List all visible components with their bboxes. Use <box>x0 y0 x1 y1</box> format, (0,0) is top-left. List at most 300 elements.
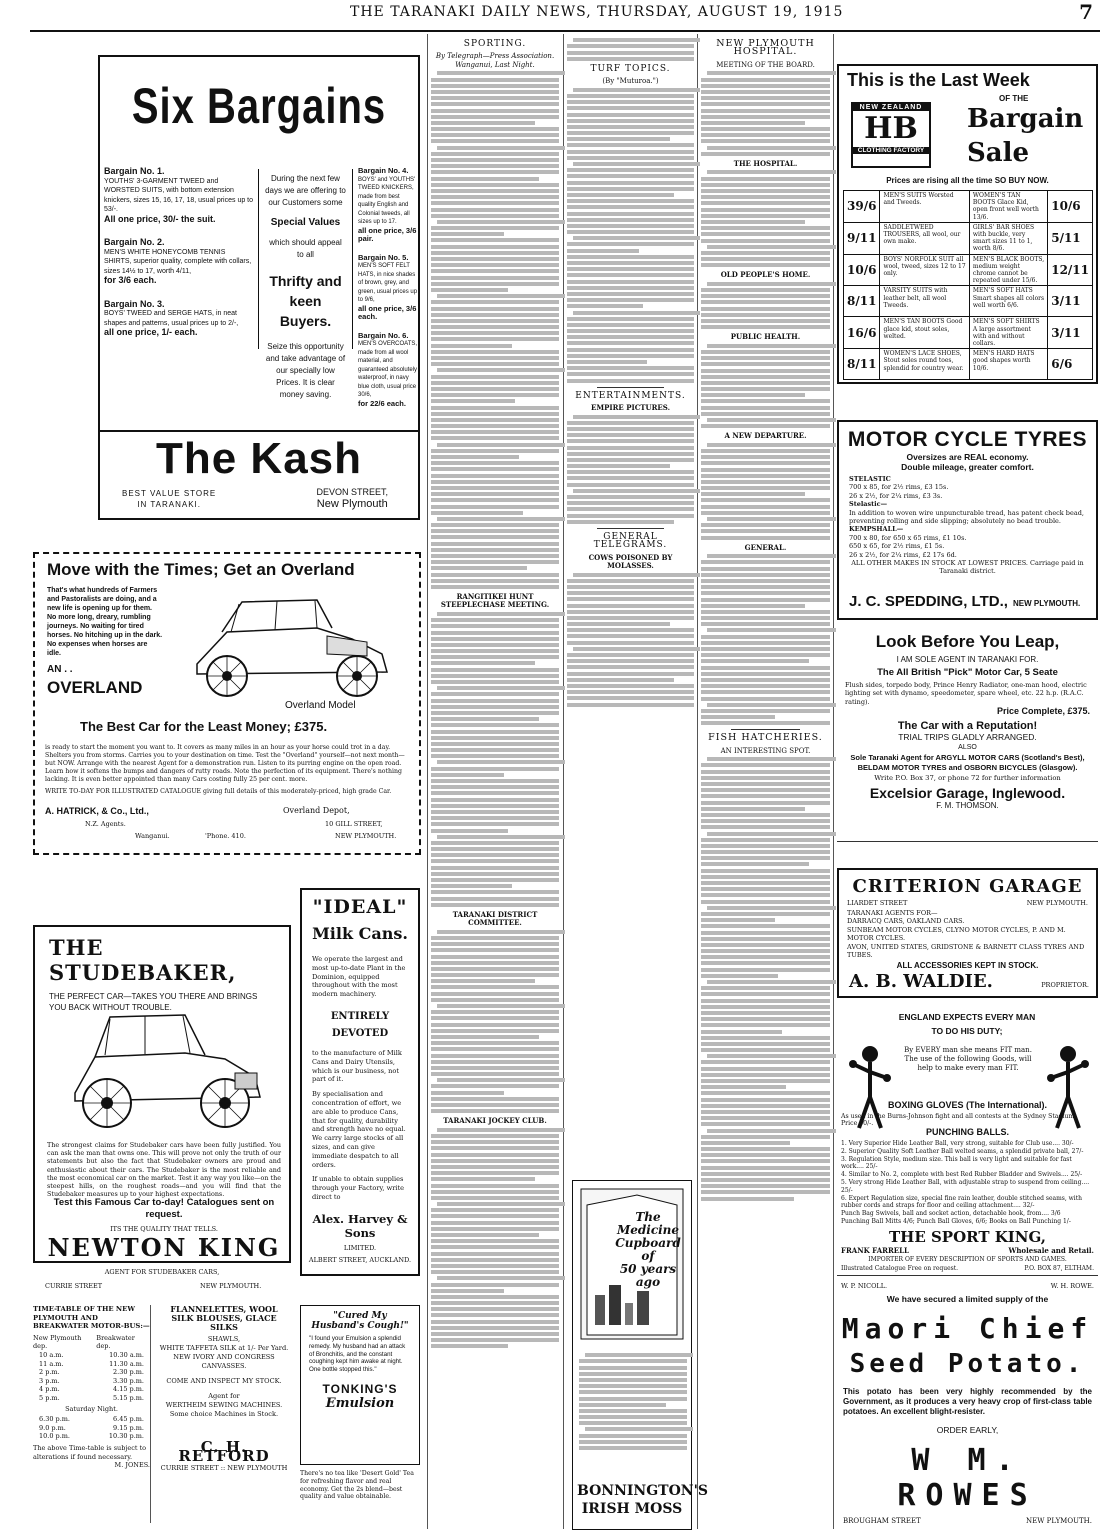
flannelettes-addr: CURRIE STREET :: NEW PLYMOUTH <box>160 1464 288 1472</box>
fish-head: FISH HATCHERIES. <box>708 732 823 744</box>
criterion-agents <box>847 909 1088 959</box>
text-line <box>701 1184 830 1188</box>
text-line <box>431 1214 559 1218</box>
text-line <box>437 294 565 298</box>
text-line <box>437 146 565 150</box>
text-line <box>701 195 830 199</box>
overland-phone: 'Phone. 410. <box>205 832 246 840</box>
text-line <box>431 1227 559 1231</box>
text-line <box>431 480 559 484</box>
text-line <box>431 158 559 162</box>
text-line <box>707 1054 836 1058</box>
text-line <box>431 102 559 106</box>
text-line <box>701 999 830 1003</box>
text-line <box>701 468 830 472</box>
excelsior-body: Flush sides, torpedo body, Prince Henry Radiator, one-man hood, electric lighting set with dynamo, speedometer, spare wheel, etc. 22 h.p. (R.A.C. rating). <box>845 681 1087 706</box>
turf-text <box>567 88 694 383</box>
text-line <box>431 1097 559 1101</box>
text-line <box>431 967 559 971</box>
sportking-gloves: BOXING GLOVES (The International). <box>887 1100 1047 1110</box>
text-line <box>707 517 836 521</box>
hb-bargain: Bargain <box>967 104 1084 134</box>
timetable-col-headers <box>33 1334 150 1351</box>
text-line <box>701 949 830 953</box>
text-line <box>567 433 694 437</box>
text-line <box>701 887 830 891</box>
text-line <box>567 501 694 505</box>
tea-notice: There's no tea like 'Desert Gold' Tea for refreshing flavor and real economy. Get the 2s blend—best quality and value obtainable. <box>300 1470 414 1501</box>
criterion-prop: PROPRIETOR. <box>1041 981 1089 989</box>
text-line <box>431 467 559 471</box>
text-line <box>701 1079 830 1083</box>
text-line <box>701 474 830 478</box>
text-line <box>701 801 830 805</box>
mid-text: Seize this opportunity and take advantage of our specially low Prices. It is clear money saving. <box>265 342 346 399</box>
text-line <box>701 127 830 131</box>
empire-text <box>567 415 694 524</box>
text-line <box>431 511 523 515</box>
text-line <box>701 635 830 639</box>
text-line <box>701 511 830 515</box>
text-line <box>431 785 559 789</box>
text-line <box>567 678 674 682</box>
mid-thrifty: Thrifty and keen Buyers. <box>269 273 342 329</box>
criterion-head: CRITERION GARAGE <box>852 876 1083 897</box>
text-line <box>431 282 559 286</box>
text-line <box>701 924 830 928</box>
text-line <box>431 461 559 465</box>
rangitikei-text <box>431 612 559 907</box>
maori-order: ORDER EARLY, <box>936 1425 999 1435</box>
text-line <box>567 653 694 657</box>
text-line <box>431 779 559 783</box>
text-line <box>431 1177 535 1181</box>
hb-sale: Sale <box>967 138 1030 168</box>
tyres-head: MOTOR CYCLE TYRES <box>847 428 1088 451</box>
text-line <box>573 415 700 419</box>
timetable-row <box>33 1424 150 1433</box>
criterion-garage-ad <box>837 868 1098 998</box>
timetable-cell: 6.30 p.m. <box>39 1415 70 1424</box>
text-line <box>431 1295 559 1299</box>
district-committee-head: TARANAKI DISTRICT COMMITTEE. <box>452 909 538 928</box>
jockey-club-head: TARANAKI JOCKEY CLUB. <box>443 1116 547 1126</box>
text-line <box>431 362 559 366</box>
text-line <box>701 678 830 682</box>
text-line <box>701 709 830 713</box>
text-line <box>431 618 559 622</box>
hb-item: BOYS' NORFOLK SUIT all wool, tweed, sizes 12 to 17 only. <box>880 254 969 286</box>
hospital-head: NEW PLYMOUTH HOSPITAL. <box>716 38 815 58</box>
text-line <box>701 1116 830 1120</box>
overland-depot: Overland Depot, <box>283 806 350 815</box>
sportking-item: 3. Regulation Style, medium size. This ball is very light and suitable for fast work.... 25/- <box>841 1155 1072 1171</box>
text-line <box>701 1178 830 1182</box>
timetable-row <box>33 1360 150 1369</box>
text-line <box>431 859 559 863</box>
sportking-england: ENGLAND EXPECTS EVERY MAN TO DO HIS DUTY; <box>898 1012 1036 1036</box>
text-line <box>567 366 694 370</box>
text-line <box>431 170 559 174</box>
text-line <box>701 850 830 854</box>
text-line <box>567 690 694 694</box>
text-line <box>431 566 527 570</box>
text-line <box>567 341 694 345</box>
text-line <box>431 238 559 242</box>
text-line <box>701 819 830 823</box>
excelsior-price: Price Complete, £375. <box>996 706 1090 717</box>
text-line <box>707 832 836 836</box>
hb-item: WOMEN'S TAN BOOTS Glace Kid, open front well worth 13/6. <box>969 191 1047 223</box>
timetable-cell: 5.15 p.m. <box>113 1393 144 1402</box>
text-line <box>431 748 559 752</box>
flannelettes-line: Some choice Machines in Stock. <box>169 1410 279 1418</box>
tyres-line: STELASTIC <box>849 475 891 483</box>
flannelettes-line: COME AND INSPECT MY STOCK. <box>166 1377 282 1385</box>
text-line <box>707 146 836 150</box>
text-line <box>431 498 559 502</box>
overland-best: The Best Car for the Least Money; £375. <box>80 719 328 734</box>
text-line <box>431 288 508 292</box>
maori-street: BROUGHAM STREET <box>843 1517 921 1525</box>
ideal-devoted: DEVOTED <box>331 1027 389 1039</box>
criterion-town: NEW PLYMOUTH. <box>1026 899 1088 907</box>
text-line <box>431 449 559 453</box>
text-line <box>701 109 830 113</box>
text-line <box>707 170 836 174</box>
maori-town: NEW PLYMOUTH. <box>1026 1517 1092 1525</box>
text-line <box>431 276 559 280</box>
sportking-cat: Illustrated Catalogue Free on request. <box>841 1265 959 1272</box>
text-line <box>431 300 559 304</box>
text-line <box>431 257 559 261</box>
text-line <box>701 78 830 82</box>
hb-item: MEN'S BLACK BOOTS, medium weight chrome cannot be repeated under 15/6. <box>969 254 1047 286</box>
text-line <box>431 637 559 641</box>
text-line <box>431 201 559 205</box>
text-line <box>701 313 830 317</box>
cows-head: COWS POISONED BY MOLASSES. <box>588 552 673 570</box>
text-line <box>573 162 700 166</box>
text-line <box>567 372 694 376</box>
tyres-line: 700 x 85, for 2½ rims, £3 15s. <box>849 483 949 492</box>
text-line <box>567 452 694 456</box>
hospital-h3: PUBLIC HEALTH. <box>730 332 801 342</box>
text-line <box>701 1091 830 1095</box>
sport-king-ad <box>837 1006 1098 1276</box>
text-line <box>431 1140 559 1144</box>
text-line <box>431 1047 559 1051</box>
flannelettes-ad <box>158 1305 290 1523</box>
hospital-h2: OLD PEOPLE'S HOME. <box>720 270 811 280</box>
text-line <box>431 492 559 496</box>
text-line <box>567 131 694 135</box>
excelsior-also: ALSO <box>958 744 977 752</box>
maori-rowe: W. H. ROWE. <box>1050 1282 1094 1290</box>
sportking-balls: PUNCHING BALLS. <box>926 1127 1009 1137</box>
text-line <box>567 421 694 425</box>
text-line <box>431 505 559 509</box>
overland-agent-note: N.Z. Agents. <box>85 820 126 828</box>
text-line <box>579 1440 687 1444</box>
ideal-addr: ALBERT STREET, AUCKLAND. <box>308 1255 412 1264</box>
text-line <box>701 684 830 688</box>
bonnington-irish-moss: IRISH MOSS <box>581 1501 683 1517</box>
text-line <box>567 323 694 327</box>
text-line <box>431 139 559 143</box>
text-line <box>431 1301 559 1305</box>
hb-price: 5/11 <box>1048 222 1093 254</box>
tyres-line: ALL OTHER MAKES IN STOCK AT LOWEST PRICES. Carriage paid in Taranaki district. <box>851 559 1084 576</box>
text-line <box>431 325 559 329</box>
bargain-price: for 3/6 each. <box>104 275 157 285</box>
text-line <box>431 730 559 734</box>
flannelettes-head: FLANNELETTES, WOOL SILK BLOUSES, GLACE SILKS <box>170 1304 278 1332</box>
bonnington-line: Cupboard of <box>615 1236 681 1263</box>
text-line <box>701 856 830 860</box>
text-line <box>707 980 836 984</box>
text-line <box>431 804 559 808</box>
text-line <box>707 757 836 761</box>
text-line <box>431 1165 559 1169</box>
text-line <box>579 1403 666 1407</box>
studebaker-body: The strongest claims for Studebaker cars have been fully justified. You can ask the man that owns one. This will prove not only the truth of our statements but also the fact that Studebaker owners are proud and enthusiastic about their cars. The Studebaker is the most reliable and the most economical car on the market. Test it any way you like—on the steepest hills, on the roughest roads—and you will find that the Studebaker measures up to your highest expectations. <box>47 1141 281 1199</box>
hospital-text <box>701 554 830 725</box>
bargain-text: MEN'S SOFT FELT HATS, in nice shades of brown, grey, and green, usual prices up to 9/6, <box>358 263 418 303</box>
text-line <box>701 690 830 694</box>
hb-price: 10/6 <box>1048 191 1093 223</box>
hb-item: MEN'S TAN BOOTS Good glace kid, stout soles, welted. <box>880 317 969 349</box>
mid-special: Special Values <box>270 217 341 228</box>
text-line <box>431 699 559 703</box>
hb-price: 8/11 <box>844 286 880 317</box>
text-line <box>701 560 830 564</box>
text-line <box>431 890 559 894</box>
text-line <box>701 881 830 885</box>
newspaper-header <box>30 2 1100 32</box>
text-line <box>567 665 694 669</box>
criterion-line: SUNBEAM MOTOR CYCLES, CLYNO MOTOR CYCLES, P. AND M. MOTOR CYCLES. <box>847 925 1066 943</box>
timetable-cell: 2.30 p.m. <box>113 1368 144 1377</box>
text-line <box>701 1011 830 1015</box>
text-line <box>701 912 830 916</box>
text-line <box>567 150 694 154</box>
text-line <box>431 853 559 857</box>
masthead-line: THE TARANAKI DAILY NEWS, THURSDAY, AUGUST 19, 1915 <box>350 4 844 20</box>
text-line <box>431 1320 559 1324</box>
text-line <box>707 245 836 249</box>
text-line <box>567 273 694 277</box>
tyres-sub2: Double mileage, greater comfort. <box>901 462 1034 472</box>
overland-agent: A. HATRICK, & Co., Ltd., <box>45 806 149 816</box>
text-line <box>431 841 559 845</box>
timetable-cell: 4 p.m. <box>39 1385 60 1394</box>
text-line <box>431 692 559 696</box>
text-line <box>701 325 830 329</box>
text-line <box>431 1338 559 1342</box>
ad-title: Six Bargains <box>131 79 387 135</box>
text-line <box>567 659 694 663</box>
studebaker-newton-king: NEWTON KING <box>47 1233 281 1262</box>
bargain-right-column <box>358 167 418 408</box>
text-line <box>567 634 694 638</box>
text-line <box>431 798 559 802</box>
bargain-text: MEN'S WHITE HONEYCOMB TENNIS SHIRTS, superior quality, complete with collars, sizes 14½ to 17, worth 4/11, <box>104 248 252 275</box>
hb-price: 3/11 <box>1048 317 1093 349</box>
text-line <box>701 1190 830 1194</box>
text-line <box>573 236 700 240</box>
timetable-row <box>33 1432 150 1441</box>
hb-item: MEN'S SUITS Worsted and Tweeds. <box>880 191 969 223</box>
hb-row <box>844 286 1093 317</box>
general-telegrams-head: GENERAL TELEGRAMS. <box>593 531 668 551</box>
text-line <box>431 232 504 236</box>
text-line <box>567 119 694 123</box>
text-line <box>431 375 559 379</box>
text-line <box>701 393 805 397</box>
text-line <box>431 717 539 721</box>
overland-town: Wanganui. <box>135 832 170 840</box>
text-line <box>431 412 559 416</box>
text-line <box>437 517 565 521</box>
hospital-column <box>701 36 830 1528</box>
text-line <box>701 813 830 817</box>
text-line <box>701 232 830 236</box>
sporting-column <box>431 36 559 1528</box>
overland-ad <box>33 552 421 855</box>
excelsior-write: Write P.O. Box 37, or phone 72 for further information <box>874 774 1061 783</box>
text-line <box>701 1110 830 1114</box>
text-line <box>701 239 830 243</box>
text-line <box>707 418 836 422</box>
timetable-cell: 9.15 p.m. <box>113 1423 144 1432</box>
timetable-col: Breakwater dep. <box>96 1333 135 1351</box>
text-line <box>431 455 519 459</box>
text-line <box>567 199 694 203</box>
excelsior-trial: TRIAL TRIPS GLADLY ARRANGED. <box>898 732 1037 743</box>
text-line <box>431 523 559 527</box>
text-line <box>431 542 559 546</box>
text-line <box>701 641 830 645</box>
text-line <box>701 492 805 496</box>
maori-seed-potato: Seed Potato. <box>849 1349 1086 1379</box>
text-line <box>431 529 559 533</box>
sporting-text <box>431 71 559 589</box>
text-line <box>431 164 559 168</box>
text-line <box>431 1270 559 1274</box>
bargain-heading: Bargain No. 4. <box>358 166 409 175</box>
turf-head: TURF TOPICS. <box>590 63 671 74</box>
text-line <box>567 703 694 707</box>
text-line <box>431 624 559 628</box>
sporting-head: SPORTING. <box>463 39 527 49</box>
text-line <box>431 1029 559 1033</box>
text-line <box>701 369 830 373</box>
timetable-cell: 5 p.m. <box>39 1393 60 1402</box>
text-line <box>567 224 694 228</box>
text-line <box>579 1397 687 1401</box>
text-line <box>431 1134 559 1138</box>
text-line <box>431 183 559 187</box>
timetable-row <box>33 1377 150 1386</box>
text-line <box>701 961 830 965</box>
timetable-sig: M. JONES. <box>114 1461 150 1470</box>
maori-names <box>841 1282 1094 1290</box>
timetable-sat: Saturday Night. <box>65 1404 118 1413</box>
text-line <box>707 1129 836 1133</box>
text-line <box>431 548 559 552</box>
text-line <box>437 1276 565 1280</box>
timetable-row <box>33 1415 150 1424</box>
text-line <box>431 822 559 826</box>
text-line <box>437 1128 565 1132</box>
text-line <box>701 251 830 255</box>
turf-by: (By "Muturoa.") <box>602 77 659 86</box>
tyres-firm-name: J. C. SPEDDING, LTD., <box>849 593 1008 610</box>
ideal-body: We operate the largest and most up-to-date Plant in the Dominion, equipped throughout with the most modern machinery. <box>312 955 406 999</box>
text-line <box>437 760 565 764</box>
ideal-body-4: If unable to obtain supplies through your Factory, write direct to <box>312 1175 405 1201</box>
text-line <box>701 115 830 119</box>
text-line <box>707 344 836 348</box>
text-line <box>431 1010 559 1014</box>
text-line <box>431 1016 559 1020</box>
text-line <box>701 721 830 725</box>
hb-last-week: This is the Last Week <box>847 70 1030 90</box>
text-line <box>431 393 559 397</box>
text-line <box>567 187 694 191</box>
text-line <box>701 893 830 897</box>
hb-price: 9/11 <box>844 222 880 254</box>
six-bargains-ad <box>98 55 420 450</box>
text-line <box>431 955 559 959</box>
excelsior-rep: The Car with a Reputation! <box>897 720 1038 733</box>
sportking-ws: Wholesale and Retail. <box>1008 1246 1094 1255</box>
text-line <box>701 449 830 453</box>
mid-text: During the next few days we are offering to our Customers some <box>265 174 346 207</box>
text-line <box>567 579 694 583</box>
text-line <box>701 455 830 459</box>
timetable-cell: 4.15 p.m. <box>113 1385 144 1394</box>
text-line <box>567 464 670 468</box>
bargain-heading: Bargain No. 2. <box>104 237 165 247</box>
text-line <box>567 44 694 48</box>
text-line <box>701 406 830 410</box>
text-line <box>567 174 694 178</box>
text-line <box>567 156 694 160</box>
text-line <box>431 1091 504 1095</box>
ideal-body-3: By specialisation and concentration of effort, we are able to produce Cans, that for quality, durability and strength have no equal. We carry large stocks of all sizes, and can give immediate despatch to all orders. <box>312 1090 406 1169</box>
text-line <box>701 461 830 465</box>
text-line <box>431 554 559 558</box>
maori-limited: We have secured a limited supply of the <box>886 1294 1049 1304</box>
ideal-headline-2: Milk Cans. <box>312 924 408 943</box>
text-line <box>567 267 694 271</box>
flannelettes-line: WHITE TAFFETA SILK at 1/- Per Yard. <box>159 1344 289 1352</box>
text-line <box>573 573 700 577</box>
hospital-h5: GENERAL. <box>744 542 787 552</box>
text-line <box>431 115 559 119</box>
flannelettes-line: NEW IVORY AND CONGRESS CANVASSES. <box>173 1353 275 1370</box>
text-line <box>567 427 694 431</box>
text-line <box>431 1289 504 1293</box>
text-line <box>701 1005 830 1009</box>
text-line <box>701 653 830 657</box>
tyres-line: Stelastic— <box>849 500 888 509</box>
text-line <box>431 152 559 156</box>
sportking-item: 4. Similar to No. 2, complete with best Red Rubber Bladder and Swivels.... 25/- <box>841 1171 1083 1179</box>
text-line <box>567 604 694 608</box>
